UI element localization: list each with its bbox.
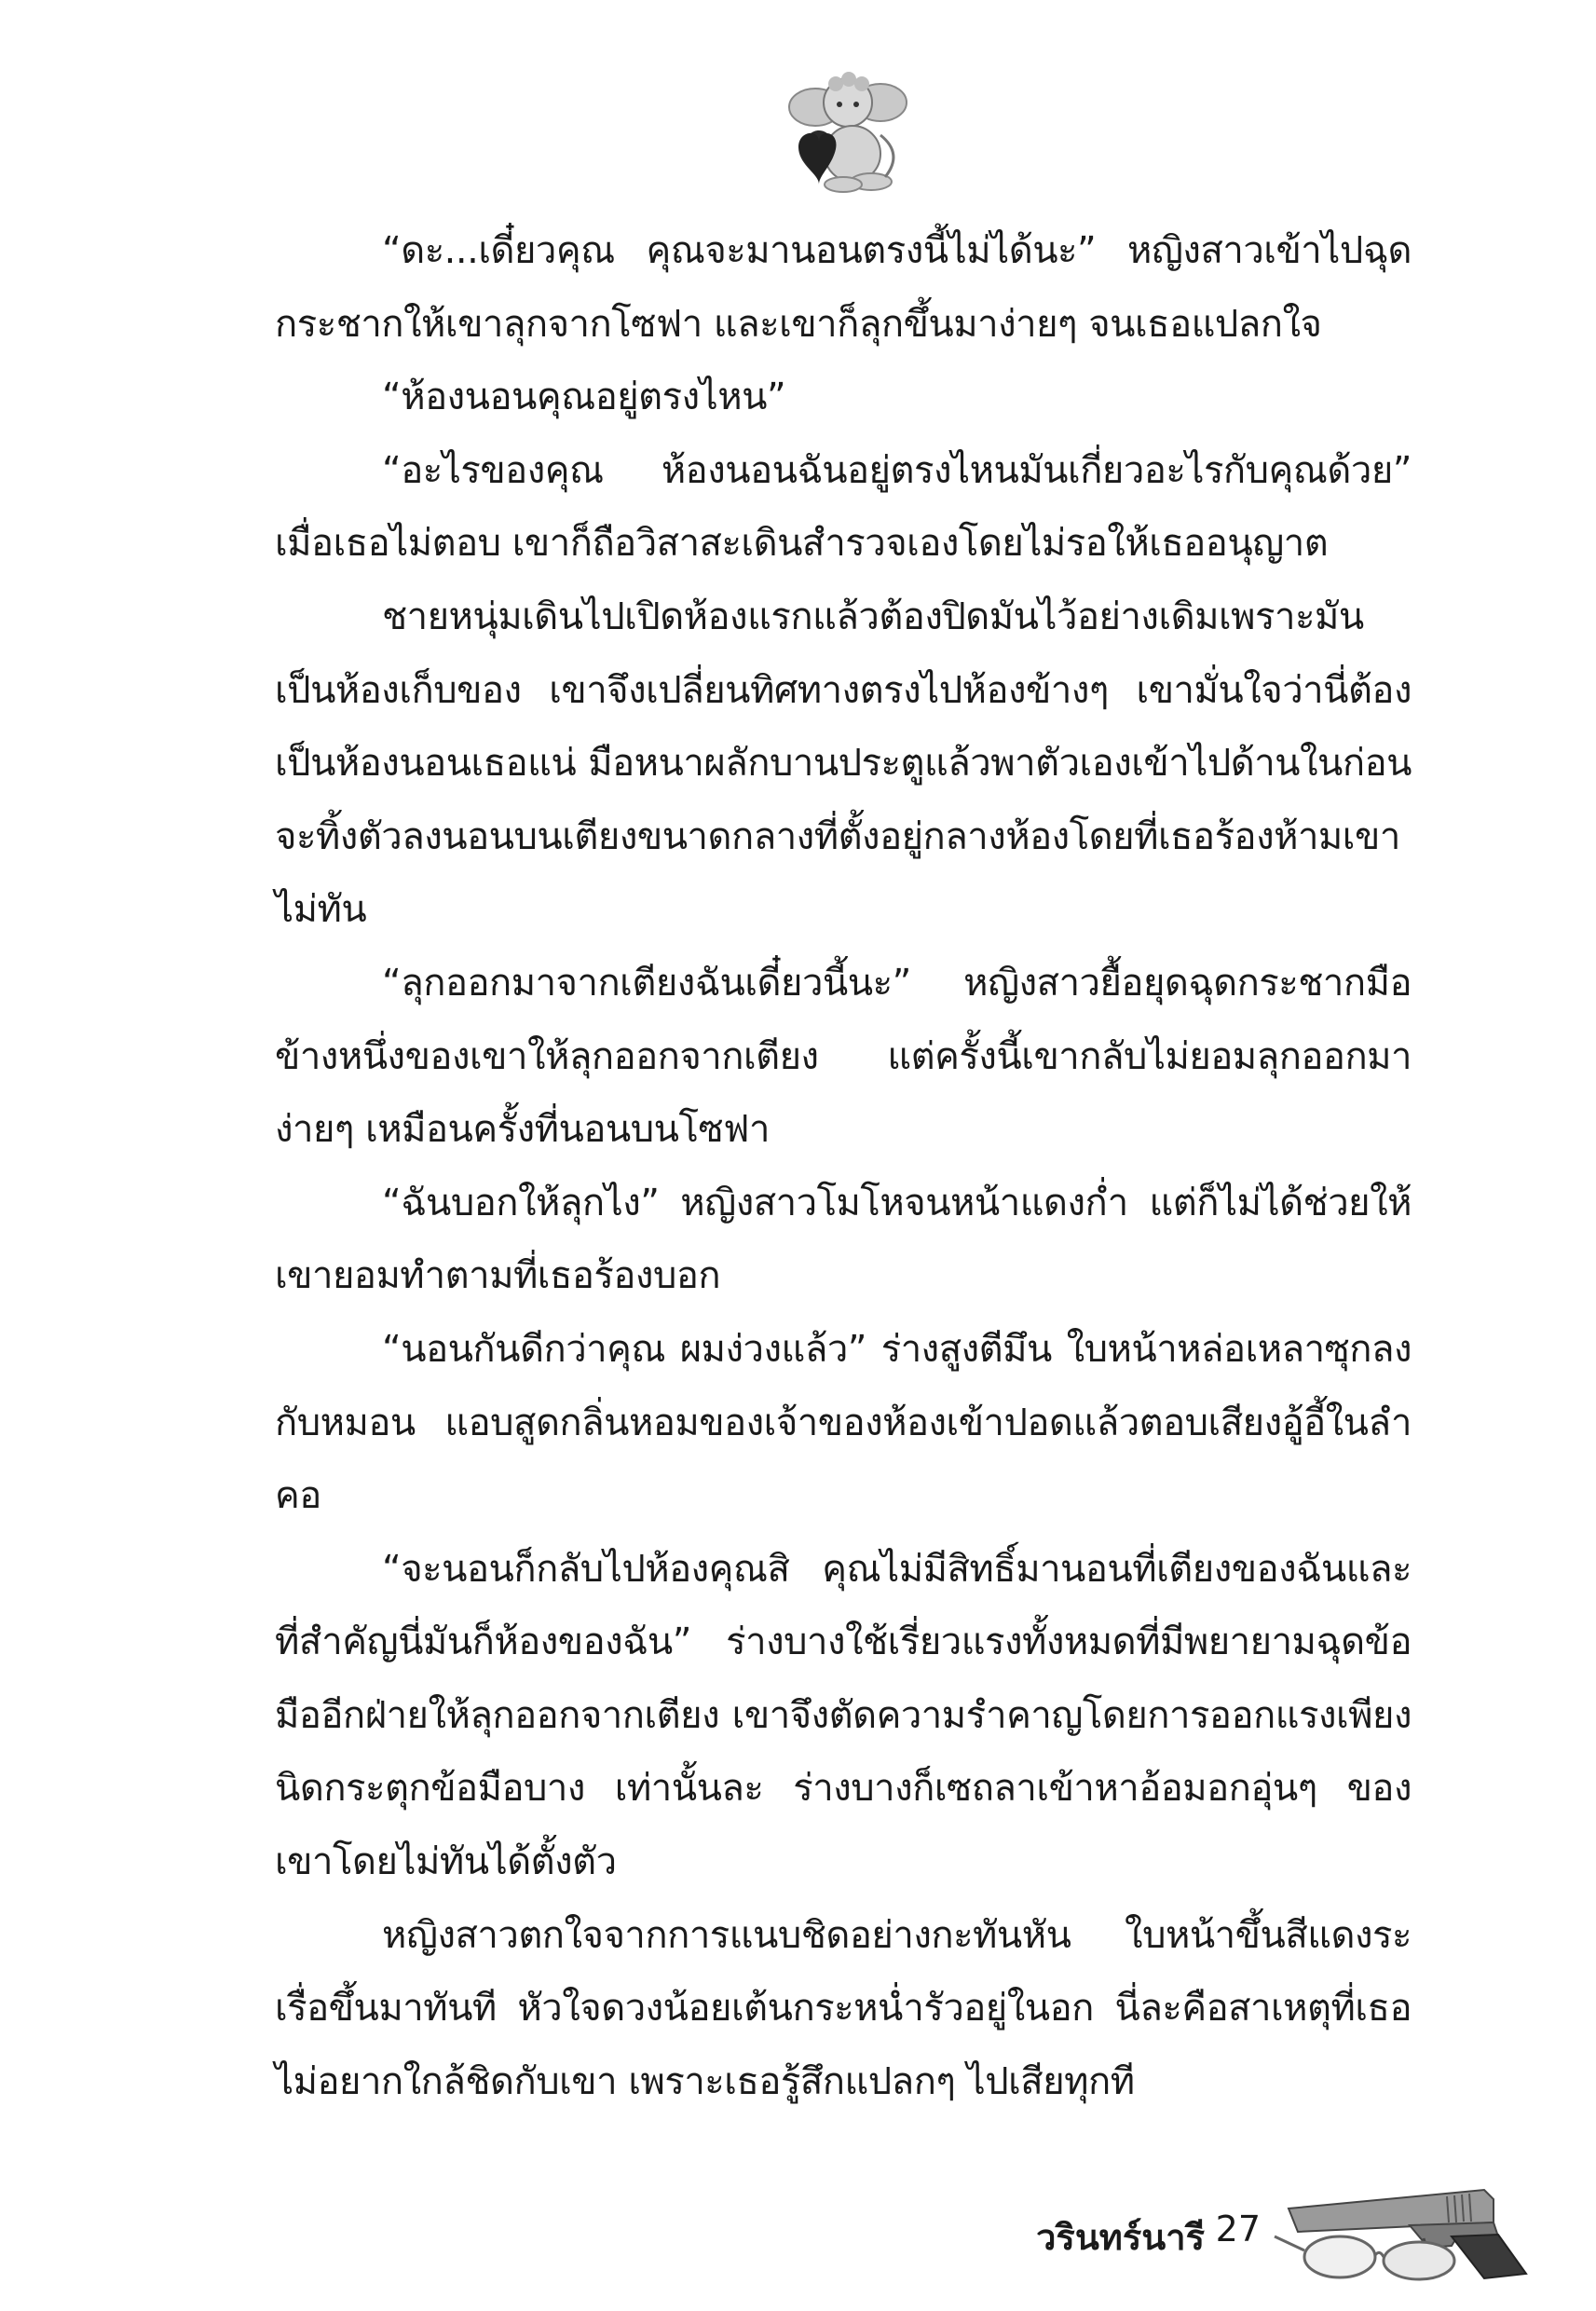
paragraph: “อะไรของคุณ ห้องนอนฉันอยู่ตรงไหนมันเกี่ยวอะไรกับคุณด้วย” เมื่อเธอไม่ตอบ เขาก็ถือวิสาสะเดินสำรวจเองโดยไม่รอให้เธออนุญาต: [275, 448, 1412, 566]
paragraph: หญิงสาวตกใจจากการแนบชิดอย่างกะทันหัน ใบหน้าขึ้นสีแดงระเรื่อขึ้นมาทันที หัวใจดวงน้อยเต้นกระหน่ำรัวอยู่ในอก นี่ละคือสาเหตุที่เธอไม่อยากใกล้ชิดกับเขา เพราะเธอรู้สึกแปลกๆ ไปเสียทุกที: [275, 1913, 1412, 2103]
footer-book-title: วรินทร์นารี: [1036, 2217, 1205, 2258]
cupid-heart-icon: [778, 65, 918, 196]
story-text: [275, 214, 1412, 2118]
paragraph: “ฉันบอกให้ลุกไง” หญิงสาวโมโหจนหน้าแดงก่ำ แต่ก็ไม่ได้ช่วยให้เขายอมทำตามที่เธอร้องบอก: [275, 1181, 1412, 1298]
paragraph: ชายหนุ่มเดินไปเปิดห้องแรกแล้วต้องปิดมันไว้อย่างเดิมเพราะมันเป็นห้องเก็บของ เขาจึงเปลี่ยนทิศทางตรงไปห้องข้างๆ เขามั่นใจว่านี่ต้องเป็นห้องนอนเธอแน่ มือหนาผลักบานประตูแล้วพาตัวเองเข้าไปด้านในก่อนจะทิ้งตัวลงนอนบนเตียงขนาดกลางที่ตั้งอยู่กลางห้องโดยที่เธอร้องห้ามเขาไม่ทัน: [275, 595, 1412, 932]
paragraph: “จะนอนก็กลับไปห้องคุณสิ คุณไม่มีสิทธิ์มานอนที่เตียงของฉันและที่สำคัญนี่มันก็ห้องของฉัน” ร่างบางใช้เรี่ยวแรงทั้งหมดที่มีพยายามฉุดข้อมืออีกฝ่ายให้ลุกออกจากเตียง เขาจึงตัดความรำคาญโดยการออกแรงเพียงนิดกระตุกข้อมือบาง เท่านั้นละ ร่างบางก็เซถลาเข้าหาอ้อมอกอุ่นๆ ของเขาโดยไม่ทันได้ตั้งตัว: [275, 1547, 1412, 1884]
paragraph: “ลุกออกมาจากเตียงฉันเดี๋ยวนี้นะ” หญิงสาวยื้อยุดฉุดกระชากมือข้างหนึ่งของเขาให้ลุกออกจากเตียง แต่ครั้งนี้เขากลับไม่ยอมลุกออกมาง่ายๆ เหมือนครั้งที่นอนบนโซฟา: [275, 961, 1412, 1152]
paragraph: “ห้องนอนคุณอยู่ตรงไหน”: [382, 376, 786, 419]
page-number: 27: [1215, 2208, 1261, 2249]
paragraph: “นอนกันดีกว่าคุณ ผมง่วงแล้ว” ร่างสูงตีมึน ใบหน้าหล่อเหลาซุกลงกับหมอน แอบสูดกลิ่นหอมของเจ้าของห้องเข้าปอดแล้วตอบเสียงอู้อี้ในลำคอ: [275, 1327, 1412, 1518]
page-footer: [851, 2171, 1596, 2283]
pistol-sunglasses-icon: [1270, 2171, 1577, 2283]
paragraph: “ดะ...เดี๋ยวคุณ คุณจะมานอนตรงนี้ไม่ได้นะ” หญิงสาวเข้าไปฉุดกระชากให้เขาลุกจากโซฟา และเขาก็ลุกขึ้นมาง่ายๆ จนเธอแปลกใจ: [275, 229, 1412, 346]
